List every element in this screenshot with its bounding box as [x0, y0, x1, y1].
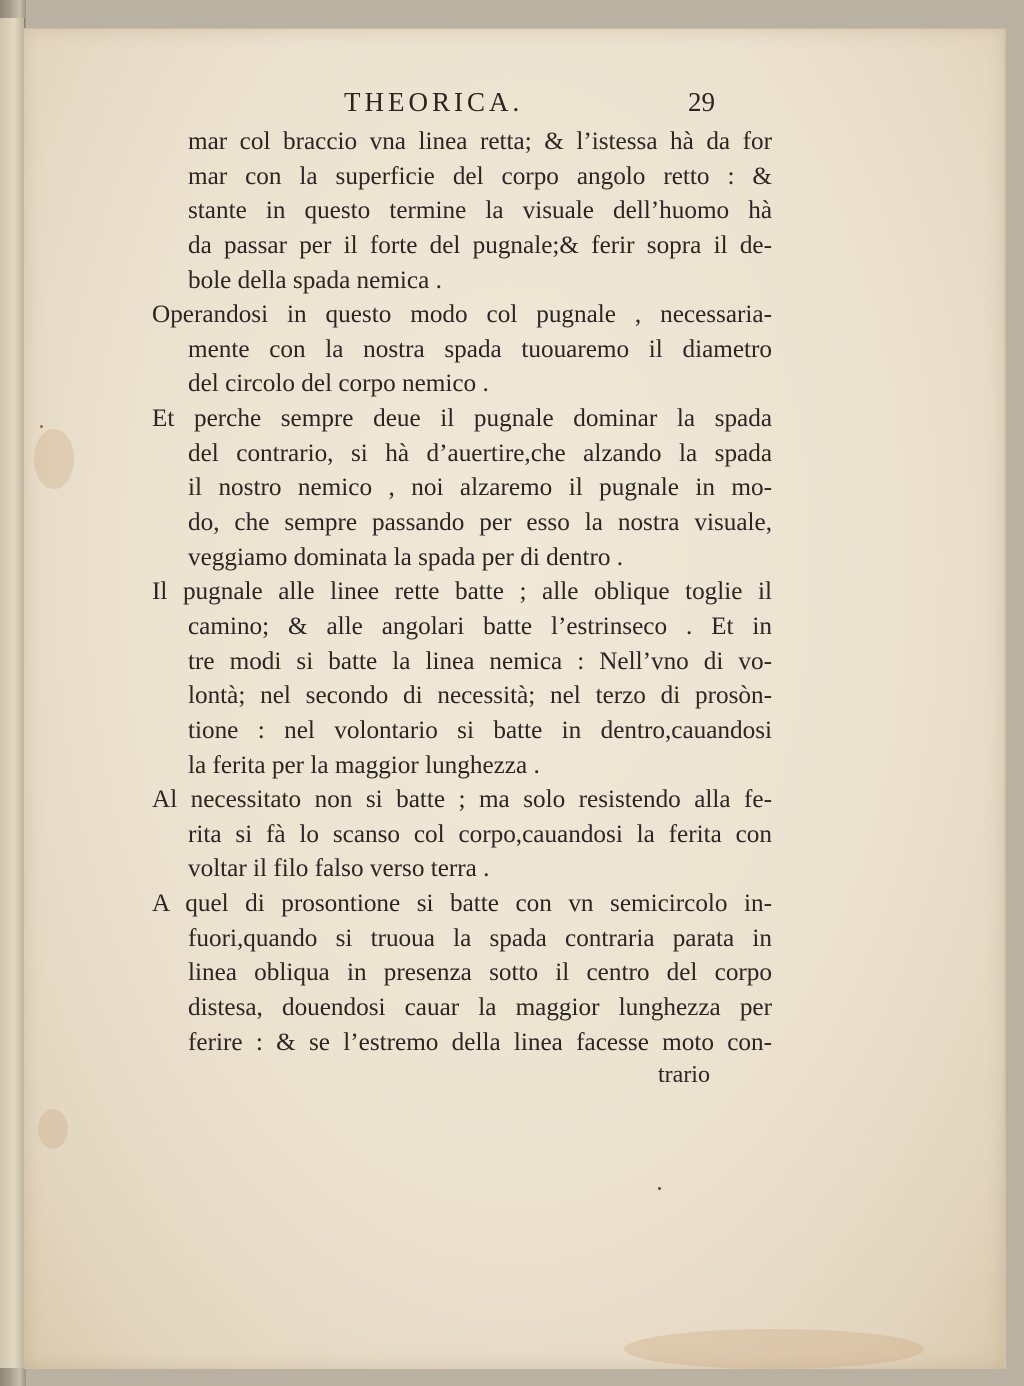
paragraph: [152, 783, 772, 887]
text-line: voltar il filo falso verso terra .: [188, 855, 490, 883]
text-line: Operandosi in questo modo col pugnale , necessaria-: [152, 301, 772, 329]
paragraph: [152, 402, 772, 575]
text-line: stante in questo termine la visuale dell’huomo hà: [188, 197, 772, 225]
text-line: Al necessitato non si batte ; ma solo resistendo alla fe-: [152, 786, 772, 814]
page-number: 29: [688, 87, 715, 117]
paragraph: [152, 887, 772, 1060]
text-line: mente con la nostra spada tuouaremo il diametro: [188, 335, 772, 363]
text-line: bole della spada nemica .: [188, 266, 442, 294]
text-line: mar col braccio vna linea retta; & l’istessa hà da for: [188, 128, 772, 155]
text-line: camino; & alle angolari batte l’estrinseco . Et in: [188, 612, 772, 640]
text-line: lontà; nel secondo di necessità; nel terzo di prosòn-: [188, 682, 772, 710]
text-line: linea obliqua in presenza sotto il centro del corpo: [188, 959, 772, 987]
text-line: A quel di prosontione si batte con vn semicircolo in-: [152, 890, 772, 918]
text-line: Et perche sempre deue il pugnale dominar la spada: [152, 405, 772, 433]
ink-speck: [40, 425, 43, 428]
text-line: la ferita per la maggior lunghezza .: [188, 751, 540, 779]
text-line: il nostro nemico , noi alzaremo il pugnale in mo-: [188, 474, 772, 502]
text-line: da passar per il forte del pugnale;& ferir sopra il de-: [188, 231, 772, 259]
facing-page-edge: [0, 18, 25, 1368]
text-line: del circolo del corpo nemico .: [188, 370, 489, 398]
paper-stain: [624, 1329, 924, 1369]
text-line: distesa, douendosi cauar la maggior lunghezza per: [188, 994, 772, 1022]
text-line: Il pugnale alle linee rette batte ; alle oblique toglie il: [152, 578, 772, 606]
paragraph: [152, 298, 772, 402]
paper-stain: [34, 429, 74, 489]
text-line: del contrario, si hà d’auertire,che alzando la spada: [188, 439, 772, 467]
paragraph: [152, 575, 772, 783]
text-line: ferire : & se l’estremo della linea facesse moto con-: [188, 1028, 772, 1056]
text-line: do, che sempre passando per esso la nostra visuale,: [188, 509, 772, 537]
paper-stain: [38, 1109, 68, 1149]
text-line: veggiamo dominata la spada per di dentro .: [188, 543, 624, 571]
text-line: mar con la superficie del corpo angolo retto : &: [188, 162, 772, 190]
catchword: trario: [658, 1062, 710, 1088]
body-text: [152, 125, 772, 1060]
running-title: THEORICA.: [344, 87, 524, 117]
text-line: tre modi si batte la linea nemica : Nell’vno di vo-: [188, 647, 772, 675]
text-line: fuori,quando si truoua la spada contraria parata in: [188, 924, 772, 952]
page-header: [344, 87, 764, 117]
ink-speck: [658, 1187, 661, 1190]
paragraph: [152, 125, 772, 298]
text-line: tione : nel volontario si batte in dentro,cauandosi: [188, 716, 772, 744]
text-line: rita si fà lo scanso col corpo,cauandosi la ferita con: [188, 820, 772, 848]
